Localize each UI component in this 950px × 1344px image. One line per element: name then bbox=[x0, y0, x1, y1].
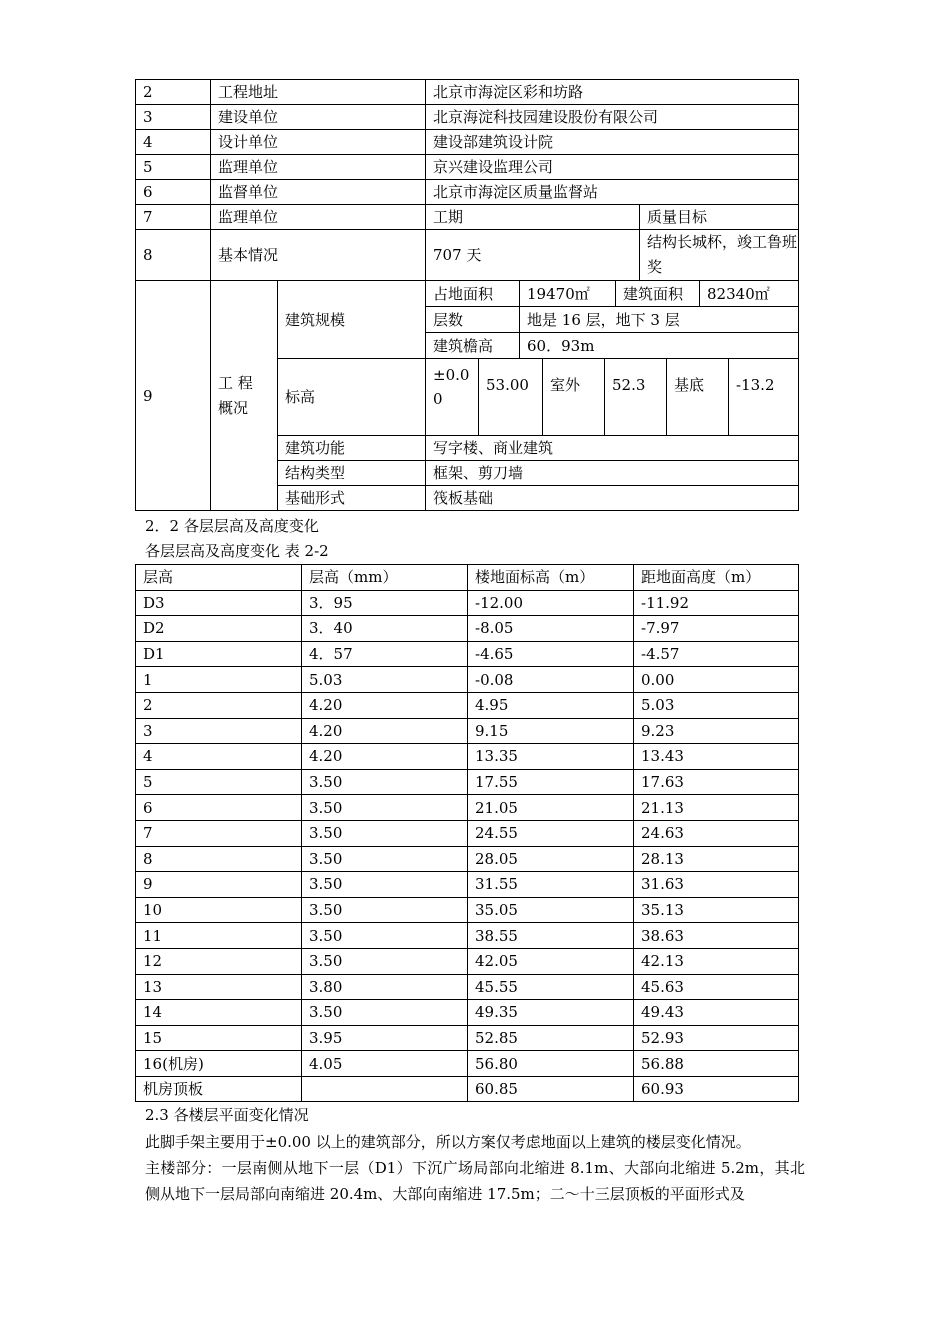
area-subtable bbox=[426, 281, 798, 306]
row-label: 监理单位 bbox=[211, 205, 426, 230]
row-number: 3 bbox=[136, 105, 211, 130]
table-cell: 24.55 bbox=[468, 820, 634, 846]
row-label: 建设单位 bbox=[211, 105, 426, 130]
row-label: 监督单位 bbox=[211, 180, 426, 205]
table-2-2-caption: 各层层高及高度变化 表 2-2 bbox=[145, 542, 329, 560]
duration-header: 工期 bbox=[426, 205, 640, 230]
table-row bbox=[136, 155, 799, 180]
table-cell: 3.50 bbox=[302, 948, 468, 974]
row-number: 2 bbox=[136, 80, 211, 105]
table-cell: 3．40 bbox=[302, 616, 468, 642]
table-row bbox=[136, 820, 799, 846]
table-cell bbox=[302, 1076, 468, 1102]
floor-area-cell bbox=[700, 281, 799, 306]
table-cell: 13 bbox=[136, 974, 302, 1000]
row-number: 4 bbox=[136, 130, 211, 155]
table-cell: 38.63 bbox=[634, 923, 799, 949]
row-label: 工程地址 bbox=[211, 80, 426, 105]
table-row bbox=[136, 1025, 799, 1051]
table-cell: 4．57 bbox=[302, 641, 468, 667]
table-cell: 52.85 bbox=[468, 1025, 634, 1051]
row-label: 监理单位 bbox=[211, 155, 426, 180]
table-cell: 15 bbox=[136, 1025, 302, 1051]
table-cell: -12.00 bbox=[468, 590, 634, 616]
table-row bbox=[136, 718, 799, 744]
storeys-label: 层数 bbox=[426, 307, 520, 332]
table-row bbox=[136, 872, 799, 898]
eave-label: 建筑檐高 bbox=[426, 333, 520, 358]
table-header-row bbox=[136, 565, 799, 591]
table-row bbox=[136, 769, 799, 795]
land-area-cell bbox=[520, 281, 616, 306]
table-row bbox=[136, 641, 799, 667]
table-cell: 38.55 bbox=[468, 923, 634, 949]
row-number: 6 bbox=[136, 180, 211, 205]
floor-height-table bbox=[135, 564, 799, 1102]
table-cell: 1 bbox=[136, 667, 302, 693]
row-number: 9 bbox=[136, 281, 211, 511]
col-header: 层高（mm） bbox=[302, 565, 468, 591]
table-cell: 49.43 bbox=[634, 1000, 799, 1026]
table-cell: -4.57 bbox=[634, 641, 799, 667]
floor-area-label: 建筑面积 bbox=[616, 281, 700, 306]
table-cell: 3.50 bbox=[302, 769, 468, 795]
table-cell: 9.15 bbox=[468, 718, 634, 744]
table-cell: 49.35 bbox=[468, 1000, 634, 1026]
table-cell: 9.23 bbox=[634, 718, 799, 744]
table-cell: 3.50 bbox=[302, 795, 468, 821]
col-header: 楼地面标高（m） bbox=[468, 565, 634, 591]
table-cell: 21.05 bbox=[468, 795, 634, 821]
row-number: 5 bbox=[136, 155, 211, 180]
row-value: 建设部建筑设计院 bbox=[426, 130, 799, 155]
table-row bbox=[136, 105, 799, 130]
table-cell: 3.50 bbox=[302, 1000, 468, 1026]
table-cell: 3.50 bbox=[302, 897, 468, 923]
table-cell: 17.63 bbox=[634, 769, 799, 795]
table-cell: -8.05 bbox=[468, 616, 634, 642]
outdoor-value: 52.3 bbox=[605, 359, 667, 435]
table-cell: 35.05 bbox=[468, 897, 634, 923]
table-row bbox=[136, 974, 799, 1000]
row-label: 设计单位 bbox=[211, 130, 426, 155]
base-label: 基底 bbox=[667, 359, 729, 435]
row-number: 8 bbox=[136, 230, 211, 281]
table-cell: 42.05 bbox=[468, 948, 634, 974]
table-cell: 60.85 bbox=[468, 1076, 634, 1102]
table-cell: 45.63 bbox=[634, 974, 799, 1000]
table-cell: 5 bbox=[136, 769, 302, 795]
table-cell: 13.43 bbox=[634, 744, 799, 770]
row-number: 7 bbox=[136, 205, 211, 230]
table-cell: 3 bbox=[136, 718, 302, 744]
table-cell: 24.63 bbox=[634, 820, 799, 846]
table-cell: 3．95 bbox=[302, 590, 468, 616]
table-cell: -7.97 bbox=[634, 616, 799, 642]
table-cell: -11.92 bbox=[634, 590, 799, 616]
table-cell: 4.20 bbox=[302, 744, 468, 770]
structure-label: 结构类型 bbox=[278, 461, 426, 486]
table-cell: 4.05 bbox=[302, 1051, 468, 1077]
table-cell: 31.63 bbox=[634, 872, 799, 898]
table-row bbox=[136, 795, 799, 821]
table-row bbox=[136, 230, 799, 281]
table-row bbox=[136, 948, 799, 974]
section-2-3-para1: 此脚手架主要用于±0.00 以上的建筑部分，所以方案仅考虑地面以上建筑的楼层变化情况。 bbox=[145, 1133, 751, 1151]
storeys-subtable bbox=[426, 307, 798, 332]
table-cell: 56.88 bbox=[634, 1051, 799, 1077]
table-cell: 4 bbox=[136, 744, 302, 770]
function-value: 写字楼、商业建筑 bbox=[426, 436, 799, 461]
col-header: 层高 bbox=[136, 565, 302, 591]
table-row bbox=[136, 846, 799, 872]
zero-elevation-label: ±0.00 bbox=[426, 359, 479, 435]
table-row bbox=[136, 1000, 799, 1026]
table-cell: 21.13 bbox=[634, 795, 799, 821]
table-cell: -0.08 bbox=[468, 667, 634, 693]
quality-value: 结构长城杯，竣工鲁班奖 bbox=[640, 230, 799, 281]
floor-height-body bbox=[136, 590, 799, 1102]
table-row bbox=[136, 180, 799, 205]
table-cell: 42.13 bbox=[634, 948, 799, 974]
table-cell: D1 bbox=[136, 641, 302, 667]
floor-area-value: 82340 bbox=[707, 284, 755, 303]
land-area-value: 19470 bbox=[527, 284, 575, 303]
table-cell: 机房顶板 bbox=[136, 1076, 302, 1102]
table-cell: 60.93 bbox=[634, 1076, 799, 1102]
table-cell: 14 bbox=[136, 1000, 302, 1026]
table-cell: D2 bbox=[136, 616, 302, 642]
table-cell: 3.80 bbox=[302, 974, 468, 1000]
table-cell: 0.00 bbox=[634, 667, 799, 693]
table-row bbox=[136, 281, 799, 307]
structure-value: 框架、剪刀墙 bbox=[426, 461, 799, 486]
table-cell: -4.65 bbox=[468, 641, 634, 667]
table-cell: 5.03 bbox=[634, 692, 799, 718]
table-row bbox=[136, 923, 799, 949]
col-header: 距地面高度（m） bbox=[634, 565, 799, 591]
table-row bbox=[136, 1076, 799, 1102]
quality-header: 质量目标 bbox=[640, 205, 799, 230]
elevation-subtable bbox=[426, 359, 798, 435]
table-cell: 16(机房) bbox=[136, 1051, 302, 1077]
table-cell: 8 bbox=[136, 846, 302, 872]
section-2-3-heading: 2.3 各楼层平面变化情况 bbox=[145, 1106, 309, 1124]
foundation-label: 基础形式 bbox=[278, 486, 426, 511]
table-cell: 17.55 bbox=[468, 769, 634, 795]
zero-elevation-value: 53.00 bbox=[479, 359, 543, 435]
row-label: 基本情况 bbox=[211, 230, 426, 281]
table-row bbox=[136, 205, 799, 230]
section-2-2-heading: 2．2 各层层高及高度变化 bbox=[145, 517, 319, 535]
project-table bbox=[135, 79, 799, 511]
table-row bbox=[136, 616, 799, 642]
table-cell: 10 bbox=[136, 897, 302, 923]
table-row bbox=[136, 1051, 799, 1077]
table-cell: 52.93 bbox=[634, 1025, 799, 1051]
foundation-value: 筏板基础 bbox=[426, 486, 799, 511]
table-cell: 3.50 bbox=[302, 846, 468, 872]
table-cell: 12 bbox=[136, 948, 302, 974]
duration-value: 707 天 bbox=[426, 230, 640, 281]
floor-area-unit: ㎡ bbox=[754, 284, 770, 303]
table-cell: 35.13 bbox=[634, 897, 799, 923]
table-cell: 5.03 bbox=[302, 667, 468, 693]
elevation-label: 标高 bbox=[278, 359, 426, 436]
row-value: 北京市海淀区质量监督站 bbox=[426, 180, 799, 205]
function-label: 建筑功能 bbox=[278, 436, 426, 461]
table-row bbox=[136, 744, 799, 770]
scale-label: 建筑规模 bbox=[278, 281, 426, 359]
row-value: 京兴建设监理公司 bbox=[426, 155, 799, 180]
section-2-3-para2: 主楼部分：一层南侧从地下一层（D1）下沉广场局部向北缩进 8.1m、大部向北缩进 5.2m，其北侧从地下一层局部向南缩进 20.4m、大部向南缩进 17.5m；二～十三层顶板的平面形式及 bbox=[145, 1159, 805, 1203]
table-cell: 3.50 bbox=[302, 872, 468, 898]
table-cell: D3 bbox=[136, 590, 302, 616]
table-row bbox=[136, 80, 799, 105]
table-row bbox=[136, 590, 799, 616]
table-cell: 13.35 bbox=[468, 744, 634, 770]
table-row bbox=[136, 667, 799, 693]
row-label: 工 程 概况 bbox=[211, 281, 278, 511]
base-value: -13.2 bbox=[736, 376, 775, 394]
eave-subtable bbox=[426, 333, 798, 358]
table-cell: 28.13 bbox=[634, 846, 799, 872]
table-cell: 31.55 bbox=[468, 872, 634, 898]
table-cell: 4.20 bbox=[302, 692, 468, 718]
row-value: 北京海淀科技园建设股份有限公司 bbox=[426, 105, 799, 130]
table-cell: 56.80 bbox=[468, 1051, 634, 1077]
table-row bbox=[136, 130, 799, 155]
eave-value: 60．93m bbox=[527, 336, 595, 355]
table-cell: 3.95 bbox=[302, 1025, 468, 1051]
land-area-unit: ㎡ bbox=[574, 284, 590, 303]
table-cell: 2 bbox=[136, 692, 302, 718]
table-cell: 11 bbox=[136, 923, 302, 949]
land-area-label: 占地面积 bbox=[426, 281, 520, 306]
table-cell: 3.50 bbox=[302, 923, 468, 949]
table-cell: 9 bbox=[136, 872, 302, 898]
storeys-value: 地是 16 层，地下 3 层 bbox=[527, 310, 680, 329]
table-row bbox=[136, 897, 799, 923]
table-cell: 3.50 bbox=[302, 820, 468, 846]
table-cell: 7 bbox=[136, 820, 302, 846]
table-cell: 28.05 bbox=[468, 846, 634, 872]
row-value: 北京市海淀区彩和坊路 bbox=[426, 80, 799, 105]
table-cell: 4.20 bbox=[302, 718, 468, 744]
table-cell: 6 bbox=[136, 795, 302, 821]
table-cell: 45.55 bbox=[468, 974, 634, 1000]
outdoor-label: 室外 bbox=[543, 359, 605, 435]
table-cell: 4.95 bbox=[468, 692, 634, 718]
table-row bbox=[136, 692, 799, 718]
